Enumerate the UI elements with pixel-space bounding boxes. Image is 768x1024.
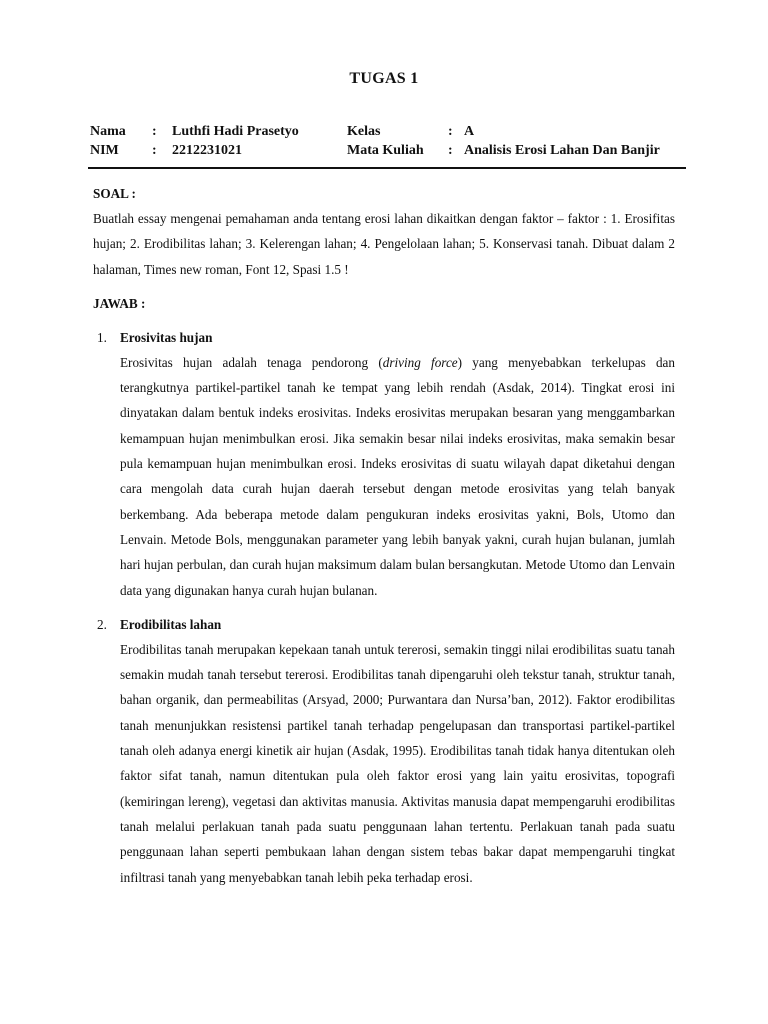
section-text-part: Erosivitas hujan adalah tenaga pendorong (	[120, 354, 383, 370]
section-erosivitas	[93, 326, 675, 603]
header-divider	[88, 167, 686, 169]
nim-value: 2212231021	[172, 143, 242, 158]
nim-separator: :	[152, 143, 157, 158]
kelas-value: A	[464, 124, 475, 139]
section-number: 2.	[97, 616, 107, 632]
soal-text: Buatlah essay mengenai pemahaman anda tentang erosi lahan dikaitkan dengan faktor – faktor : 1. Erosifitas hujan; 2. Erodibilitas lahan; 3. Kelerengan lahan; 4. Pengelolaan lahan; 5. Konservasi tanah. Dibuat dalam 2 halaman, Times new roman, Font 12, Spasi 1.5 !	[93, 211, 675, 277]
section-title: Erodibilitas lahan	[120, 616, 222, 632]
document-body	[93, 182, 675, 890]
section-number: 1.	[97, 329, 107, 345]
matkul-label: Mata Kuliah	[347, 143, 424, 158]
nama-separator: :	[152, 124, 157, 139]
section-text: Erodibilitas tanah merupakan kepekaan tanah untuk tererosi, semakin tinggi nilai erodibilitas suatu tanah semakin mudah tanah tersebut tererosi. Erodibilitas tanah dipengaruhi oleh tekstur tanah, struktur tanah, bahan organik, dan permeabilitas (Arsyad, 2000; Purwantara dan Nursa’ban, 2012). Faktor erodibilitas tanah menunjukkan resistensi partikel tanah terhadap pengelupasan dan transportasi partikel-partikel tanah oleh adanya energi kinetik air hujan (Asdak, 1995). Erodibilitas tanah tidak hanya ditentukan oleh faktor sifat tanah, namun ditentukan pula oleh faktor erosi yang lain yaitu erosivitas, topografi (kemiringan lereng), vegetasi dan aktivitas manusia. Aktivitas manusia dapat mempengaruhi erodibilitas tanah melalui perlakuan tanah pada suatu penggunaan lahan tertentu. Perlakuan tanah pada suatu penggunaan lahan seperti pembukaan lahan dengan sistem tebas bakar dapat mempengaruhi tingkat infiltrasi tanah yang menyebabkan tanah lebih peka terhadap erosi.	[120, 641, 675, 885]
section-text-part: ) yang menyebabkan terkelupas dan terangkutnya partikel-partikel tanah ke tempat yang lebih rendah (Asdak, 2014). Tingkat erosi ini dinyatakan dalam bentuk indeks erosivitas. Indeks erosivitas merupakan besaran yang menggambarkan kemampuan hujan menimbulkan erosi. Jika semakin besar nilai indeks erosivitas, maka semakin besar pula kemampuan hujan menimbulkan erosi. Indeks erosivitas di suatu wilayah dapat diketahui dengan cara mengolah data curah hujan daerah tersebut dengan metode erosivitas yang telah banyak berkembang. Ada beberapa metode dalam pengukuran indeks erosivitas yakni, Bols, Utomo dan Lenvain. Metode Bols, menggunakan parameter yang lebih banyak yakni, curah hujan bulanan, jumlah hari hujan perbulan, dan curah hujan maksimum dalam bulan bersangkutan. Metode Utomo dan Lenvain data yang digunakan hanya curah hujan bulanan.	[120, 354, 675, 598]
section-text-italic: driving force	[382, 354, 458, 370]
info-row-2	[90, 143, 690, 162]
jawab-heading: JAWAB :	[93, 295, 146, 311]
matkul-value: Analisis Erosi Lahan Dan Banjir	[464, 143, 660, 158]
kelas-separator: :	[448, 124, 453, 139]
section-text	[120, 350, 675, 603]
nama-label: Nama	[90, 124, 126, 139]
student-info	[90, 124, 690, 162]
matkul-separator: :	[448, 143, 453, 158]
nim-label: NIM	[90, 143, 119, 158]
nama-value: Luthfi Hadi Prasetyo	[172, 124, 299, 139]
soal-heading: SOAL :	[93, 186, 136, 201]
section-title: Erosivitas hujan	[120, 329, 213, 345]
document-title: TUGAS 1	[349, 70, 419, 87]
info-row-1	[90, 124, 690, 143]
section-erodibilitas	[93, 613, 675, 890]
kelas-label: Kelas	[347, 124, 381, 139]
